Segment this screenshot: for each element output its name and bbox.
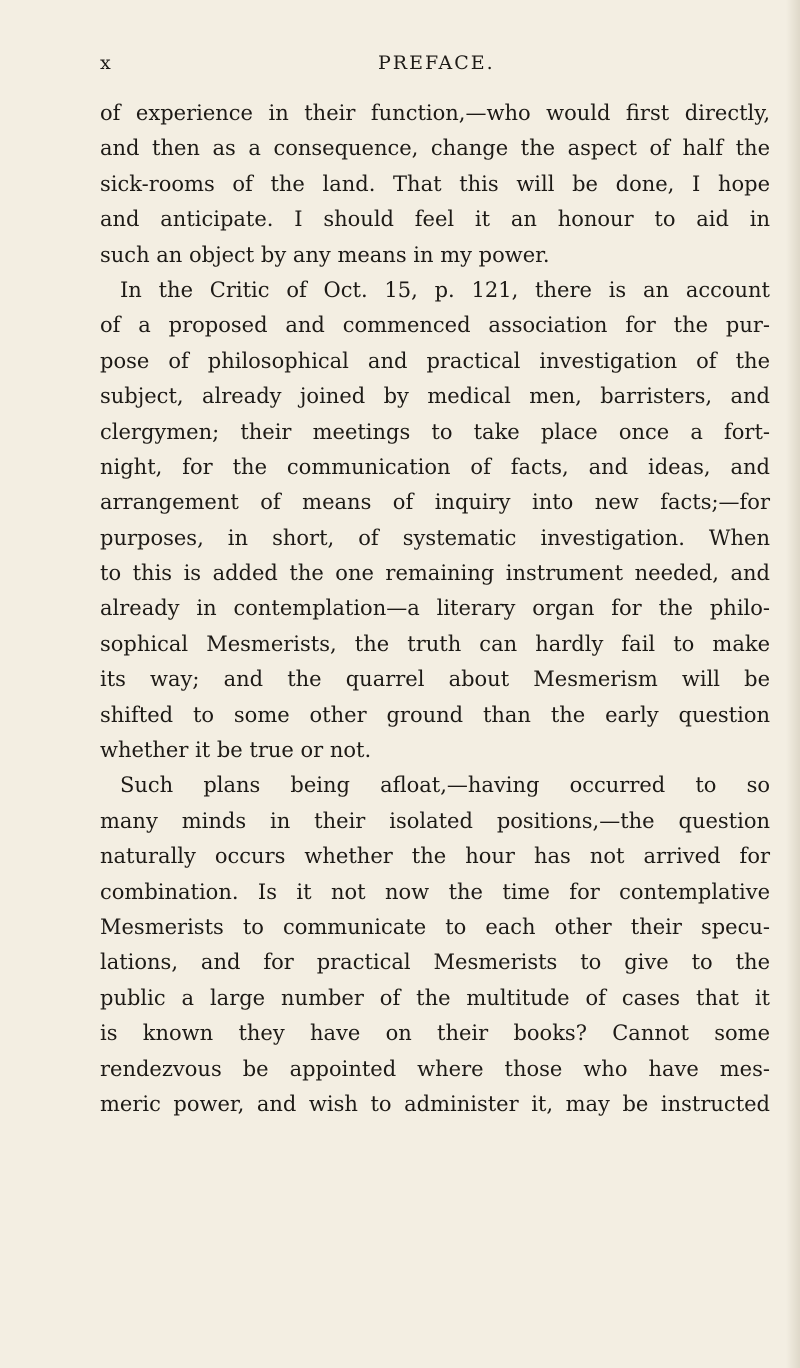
text-line: of a proposed and commenced association for the pur- xyxy=(100,313,770,338)
text-line: night, for the communication of facts, and ideas, and xyxy=(100,454,770,479)
page-header xyxy=(100,52,700,78)
text-line: meric power, and wish to administer it, may be instructed xyxy=(100,1091,770,1116)
text-line: In the Critic of Oct. 15, p. 121, there is an account xyxy=(120,277,770,302)
text-line: arrangement of means of inquiry into new facts;—for xyxy=(100,490,770,515)
page-number: x xyxy=(100,52,112,74)
text-line: pose of philosophical and practical investigation of the xyxy=(100,348,770,373)
text-line: rendezvous be appointed where those who have mes- xyxy=(100,1056,770,1081)
running-head: PREFACE. xyxy=(378,52,495,74)
text-line: its way; and the quarrel about Mesmerism will be xyxy=(100,667,770,692)
text-line: naturally occurs whether the hour has not arrived for xyxy=(100,844,770,869)
text-line: such an object by any means in my power. xyxy=(100,242,550,267)
text-line: already in contemplation—a literary organ for the philo- xyxy=(100,596,770,621)
text-line: whether it be true or not. xyxy=(100,738,372,763)
text-line: of experience in their function,—who would first directly, xyxy=(100,101,770,125)
text-line: subject, already joined by medical men, barristers, and xyxy=(100,384,770,409)
text-line: Such plans being afloat,—having occurred to so xyxy=(120,773,770,798)
text-line: purposes, in short, of systematic investigation. When xyxy=(100,525,770,550)
text-line: sick-rooms of the land. That this will be done, I hope xyxy=(100,171,770,196)
text-line: is known they have on their books? Cannot some xyxy=(100,1021,770,1046)
text-line: and anticipate. I should feel it an honour to aid in xyxy=(100,207,770,232)
text-line: to this is added the one remaining instrument needed, and xyxy=(100,561,770,586)
text-line: and then as a consequence, change the aspect of half the xyxy=(100,136,770,161)
text-line: shifted to some other ground than the early question xyxy=(100,702,770,727)
text-line: many minds in their isolated positions,—the question xyxy=(100,808,770,833)
text-line: clergymen; their meetings to take place once a fort- xyxy=(100,419,770,444)
text-line: combination. Is it not now the time for contemplative xyxy=(100,879,770,904)
text-line: lations, and for practical Mesmerists to give to the xyxy=(100,950,770,975)
text-line: sophical Mesmerists, the truth can hardly fail to make xyxy=(100,631,770,656)
body-text xyxy=(100,96,770,1122)
page-edge-shadow xyxy=(786,0,800,1368)
text-line: public a large number of the multitude of cases that it xyxy=(100,985,770,1010)
text-line: Mesmerists to communicate to each other their specu- xyxy=(100,914,770,939)
